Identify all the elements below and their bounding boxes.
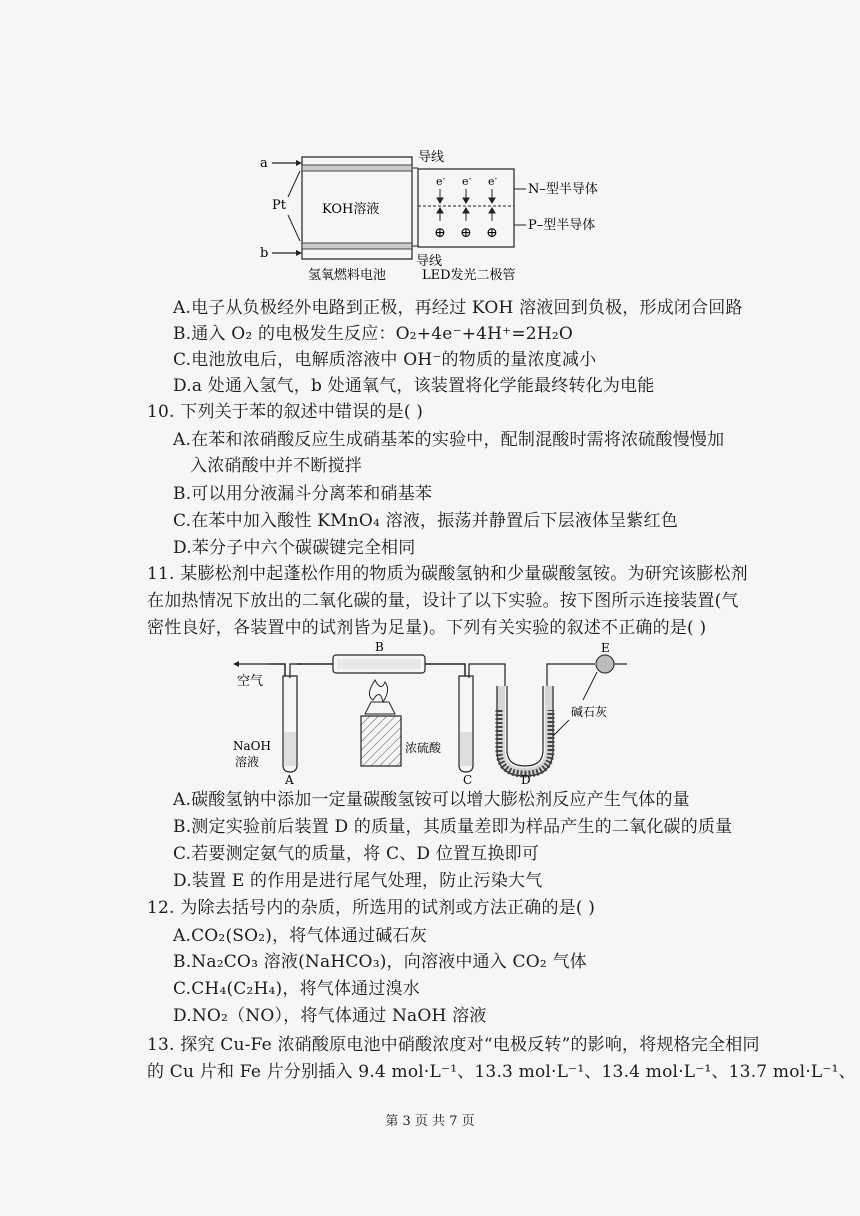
q11-option-c: C.若要测定氨气的质量，将 C、D 位置互换即可 [173,844,540,864]
wire-bottom-label: 导线 [416,254,443,269]
q11-stem-line3: 密性良好，各装置中的试剂皆为足量)。下列有关实验的叙述不正确的是( ) [147,618,707,638]
apparatus-figure [225,640,645,785]
fuel-cell-led-figure [250,145,630,285]
q9-option-a: A.电子从负极经外电路到正极，再经过 KOH 溶液回到负极，形成闭合回路 [173,298,743,318]
label-C: C [463,773,473,785]
label-B: B [375,640,384,654]
svg-text:⊕: ⊕ [434,225,446,241]
q10-stem: 10. 下列关于苯的叙述中错误的是( ) [147,402,424,422]
svg-text:e-: e- [462,174,472,188]
label-b: b [260,246,269,261]
q10-option-c: C.在苯中加入酸性 KMnO₄ 溶液，振荡并静置后下层液体呈紫红色 [173,511,679,531]
svg-text:e-: e- [436,174,446,188]
led-caption: LED发光二极管 [422,268,516,283]
naoh-label-1: NaOH [233,739,271,753]
q11-stem-line2: 在加热情况下放出的二氧化碳的量，设计了以下实验。按下图所示连接装置(气 [147,591,739,611]
koh-solution-label: KOH溶液 [322,202,380,217]
sodalime-label: 碱石灰 [571,705,608,719]
q12-option-d: D.NO₂（NO），将气体通过 NaOH 溶液 [173,1006,487,1026]
page-footer: 第 3 页 共 7 页 [385,1114,475,1129]
wire-top-label: 导线 [418,150,445,165]
q10-option-d: D.苯分子中六个碳碳键完全相同 [173,538,416,558]
q12-option-c: C.CH₄(C₂H₄)，将气体通过溴水 [173,979,420,999]
q11-option-d: D.装置 E 的作用是进行尾气处理，防止污染大气 [173,871,543,891]
q10-option-a: A.在苯和浓硝酸反应生成硝基苯的实验中，配制混酸时需将浓硫酸慢慢加 [173,430,725,450]
q10-option-a-cont: 入浓硝酸中并不断搅拌 [190,456,362,476]
q12-option-a: A.CO₂(SO₂)，将气体通过碱石灰 [173,926,427,946]
q10-option-b: B.可以用分液漏斗分离苯和硝基苯 [173,484,433,504]
q12-option-b: B.Na₂CO₃ 溶液(NaHCO₃)，向溶液中通入 CO₂ 气体 [173,952,587,972]
naoh-label-2: 溶液 [235,755,260,769]
air-label: 空气 [237,674,264,689]
q13-stem-line2: 的 Cu 片和 Fe 片分别插入 9.4 mol·L⁻¹、13.3 mol·L⁻¹、13.4 mol·L⁻¹、13.7 mol·L⁻¹、 [147,1062,856,1082]
label-a: a [260,156,268,171]
q13-stem-line1: 13. 探究 Cu-Fe 浓硝酸原电池中硝酸浓度对“电极反转”的影响，将规格完全相同 [147,1035,760,1055]
q11-option-b: B.测定实验前后装置 D 的质量，其质量差即为样品产生的二氧化碳的质量 [173,817,733,837]
label-A: A [285,773,294,785]
fuel-cell-caption: 氢氧燃料电池 [308,268,387,283]
q11-stem-line1: 11. 某膨松剂中起蓬松作用的物质为碳酸氢钠和少量碳酸氢铵。为研究该膨松剂 [147,564,748,584]
svg-text:⊕: ⊕ [486,225,498,241]
svg-text:e-: e- [488,174,498,188]
svg-text:⊕: ⊕ [460,225,472,241]
h2so4-label: 浓硫酸 [405,741,442,755]
q12-stem: 12. 为除去括号内的杂质，所选用的试剂或方法正确的是( ) [147,898,596,918]
n-type-label: N–型半导体 [528,182,598,197]
q11-option-a: A.碳酸氢钠中添加一定量碳酸氢铵可以增大膨松剂反应产生气体的量 [173,790,690,810]
q9-option-b: B.通入 O₂ 的电极发生反应：O₂+4e⁻+4H⁺=2H₂O [173,324,573,344]
q9-option-c: C.电池放电后，电解质溶液中 OH⁻的物质的量浓度减小 [173,350,597,370]
q9-option-d: D.a 处通入氢气，b 处通氧气，该装置将化学能最终转化为电能 [173,376,655,396]
label-E: E [601,641,610,655]
label-pt: Pt [272,198,286,213]
p-type-label: P–型半导体 [528,218,596,233]
label-D: D [521,773,531,785]
